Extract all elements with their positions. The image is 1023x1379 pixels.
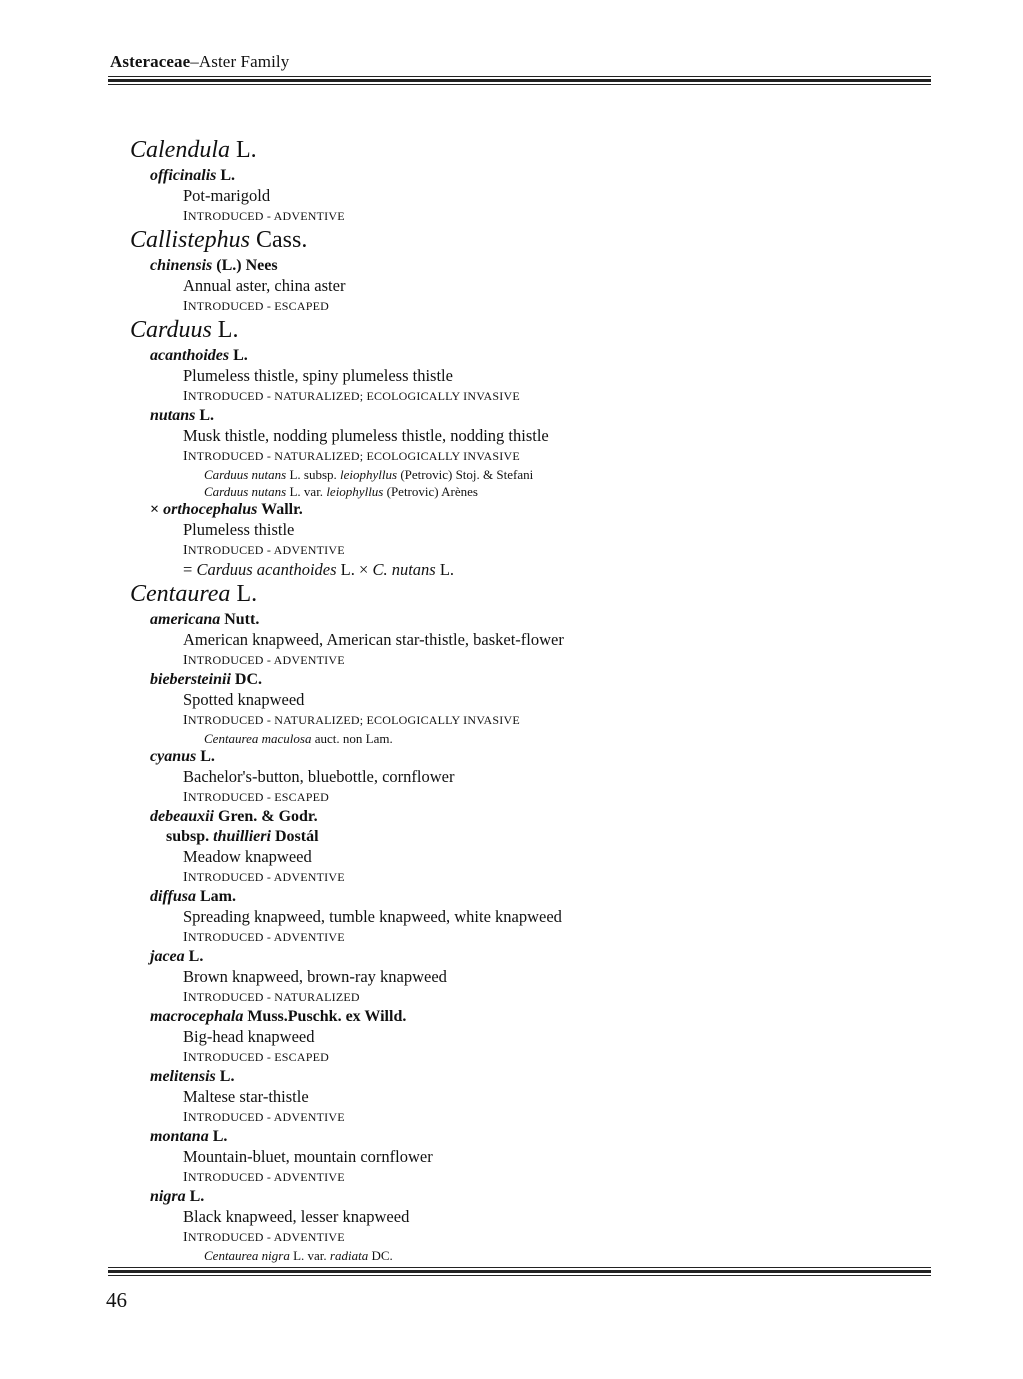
italic-name: Carduus acanthoides [196,560,337,579]
synonym-line [204,466,950,483]
species-author: (L.) Nees [216,257,278,274]
genus-author: Cass. [256,227,308,253]
species-list [130,136,950,1264]
italic-name: Centaurea maculosa [204,731,312,746]
species-author: Lam. [199,888,236,905]
italic-name: Carduus nutans [204,484,287,499]
status-line: INTRODUCED - ESCAPED [183,1050,330,1065]
genus-heading [130,225,950,256]
status-line: INTRODUCED - ADVENTIVE [183,930,345,945]
genus-author: L. [236,137,257,163]
text-part: auct. non Lam. [311,731,393,746]
synonym-line [204,1247,950,1264]
common-names: Mountain-bluet, mountain cornflower [183,1147,433,1166]
synonym-line [204,730,950,747]
species-epithet: biebersteinii [150,671,231,688]
species-author: L. [212,1128,228,1145]
text-part: L. [435,560,455,579]
status-line: INTRODUCED - ADVENTIVE [183,1110,345,1125]
text-part: L. var. [286,484,327,499]
text-part: = [183,560,197,579]
common-names: Black knapweed, lesser knapweed [183,1207,410,1226]
genus-name: Carduus [130,317,212,343]
italic-name: C. nutans [372,560,436,579]
species-name-line [150,887,950,907]
common-names: Annual aster, china aster [183,276,346,295]
species-name-line [150,747,950,767]
common-names: Spotted knapweed [183,690,305,709]
header-rule [108,79,931,82]
species-name-line [150,256,950,276]
footer-rule [108,1275,931,1276]
italic-name: leiophyllus [340,467,398,482]
status-line: INTRODUCED - NATURALIZED; ECOLOGICALLY INVASIVE [183,713,520,728]
text-part: L. var. [289,1248,330,1263]
species-epithet: orthocephalus [163,501,258,518]
genus-name: Calendula [130,137,230,163]
species-author: L. [199,407,215,424]
species-name-line [150,1067,950,1087]
species-name-line [150,406,950,426]
species-author: Gren. & Godr. [218,808,318,825]
species-name-line [150,500,950,520]
italic-name: Carduus nutans [204,467,287,482]
hybrid-parentage [183,560,950,580]
common-names: Maltese star-thistle [183,1087,309,1106]
status-line: INTRODUCED - NATURALIZED; ECOLOGICALLY INVASIVE [183,389,520,404]
species-epithet: chinensis [150,257,213,274]
species-author: L. [219,1068,235,1085]
species-name-line [150,670,950,690]
species-epithet: montana [150,1128,209,1145]
common-names: Pot-marigold [183,186,271,205]
rank-label: subsp. [166,828,214,845]
footer-rule [108,1270,931,1273]
genus-author: L. [236,581,258,607]
status-line: INTRODUCED - ESCAPED [183,299,330,314]
subspecies-epithet: thuillieri [213,828,271,845]
synonym-line [204,483,950,500]
species-epithet: nigra [150,1188,186,1205]
species-name-line [150,1007,950,1027]
genus-name: Callistephus [130,227,251,253]
subspecies-author: Dostál [274,828,319,845]
species-epithet: nutans [150,407,196,424]
text-part: DC. [368,1248,393,1263]
genus-heading [130,135,950,166]
subspecies-line [166,827,950,847]
species-name-line [150,1187,950,1207]
species-name-line [150,610,950,630]
species-author: Muss.Puschk. ex Willd. [247,1008,407,1025]
species-author: Nutt. [224,611,260,628]
genus-name: Centaurea [130,581,231,607]
hybrid-sign: × [150,501,164,518]
page-number: 46 [106,1288,127,1312]
species-author: L. [220,167,236,184]
common-names: Bachelor's-button, bluebottle, cornflower [183,767,455,786]
header-rule [108,76,931,77]
species-author: DC. [234,671,262,688]
status-line: INTRODUCED - ADVENTIVE [183,543,345,558]
common-names: Meadow knapweed [183,847,312,866]
common-names: Plumeless thistle [183,520,295,539]
species-epithet: jacea [150,948,185,965]
common-names: Plumeless thistle, spiny plumeless thistle [183,366,453,385]
species-epithet: cyanus [150,748,197,765]
species-epithet: macrocephala [150,1008,244,1025]
species-author: L. [189,1188,205,1205]
status-line: INTRODUCED - ADVENTIVE [183,653,345,668]
footer-rule [108,1267,931,1268]
header-family-name: Asteraceae [110,52,191,71]
species-epithet: diffusa [150,888,196,905]
species-name-line [150,346,950,366]
common-names: Big-head knapweed [183,1027,315,1046]
genus-heading [130,315,950,346]
italic-name: radiata [329,1248,369,1263]
species-epithet: americana [150,611,221,628]
status-line: INTRODUCED - ADVENTIVE [183,1230,345,1245]
genus-author: L. [217,317,239,343]
status-line: INTRODUCED - NATURALIZED [183,990,360,1005]
status-line: INTRODUCED - ESCAPED [183,790,330,805]
species-name-line [150,947,950,967]
text-part: L. × [336,560,373,579]
species-author: Wallr. [261,501,303,518]
genus-heading [130,579,950,610]
text-part: L. subsp. [286,467,341,482]
common-names: Musk thistle, nodding plumeless thistle, nodding thistle [183,426,549,445]
text-part: (Petrovic) Stoj. & Stefani [397,467,534,482]
common-names: Spreading knapweed, tumble knapweed, white knapweed [183,907,562,926]
species-epithet: officinalis [150,167,217,184]
italic-name: leiophyllus [326,484,384,499]
text-part: (Petrovic) Arènes [383,484,478,499]
common-names: Brown knapweed, brown-ray knapweed [183,967,447,986]
running-header [110,52,289,72]
species-name-line [150,807,950,827]
species-author: L. [233,347,248,364]
status-line: INTRODUCED - ADVENTIVE [183,1170,345,1185]
italic-name: Centaurea nigra [204,1248,290,1263]
species-name-line [150,1127,950,1147]
species-author: L. [188,948,204,965]
status-line: INTRODUCED - ADVENTIVE [183,870,345,885]
header-rule [108,84,931,85]
status-line: INTRODUCED - ADVENTIVE [183,209,345,224]
species-name-line [150,166,950,186]
species-epithet: melitensis [150,1068,216,1085]
species-epithet: debeauxii [150,808,214,825]
header-family-common: –Aster Family [190,52,290,71]
common-names: American knapweed, American star-thistle, basket-flower [183,630,564,649]
species-epithet: acanthoides [150,347,230,364]
species-author: L. [200,748,215,765]
status-line: INTRODUCED - NATURALIZED; ECOLOGICALLY INVASIVE [183,449,520,464]
